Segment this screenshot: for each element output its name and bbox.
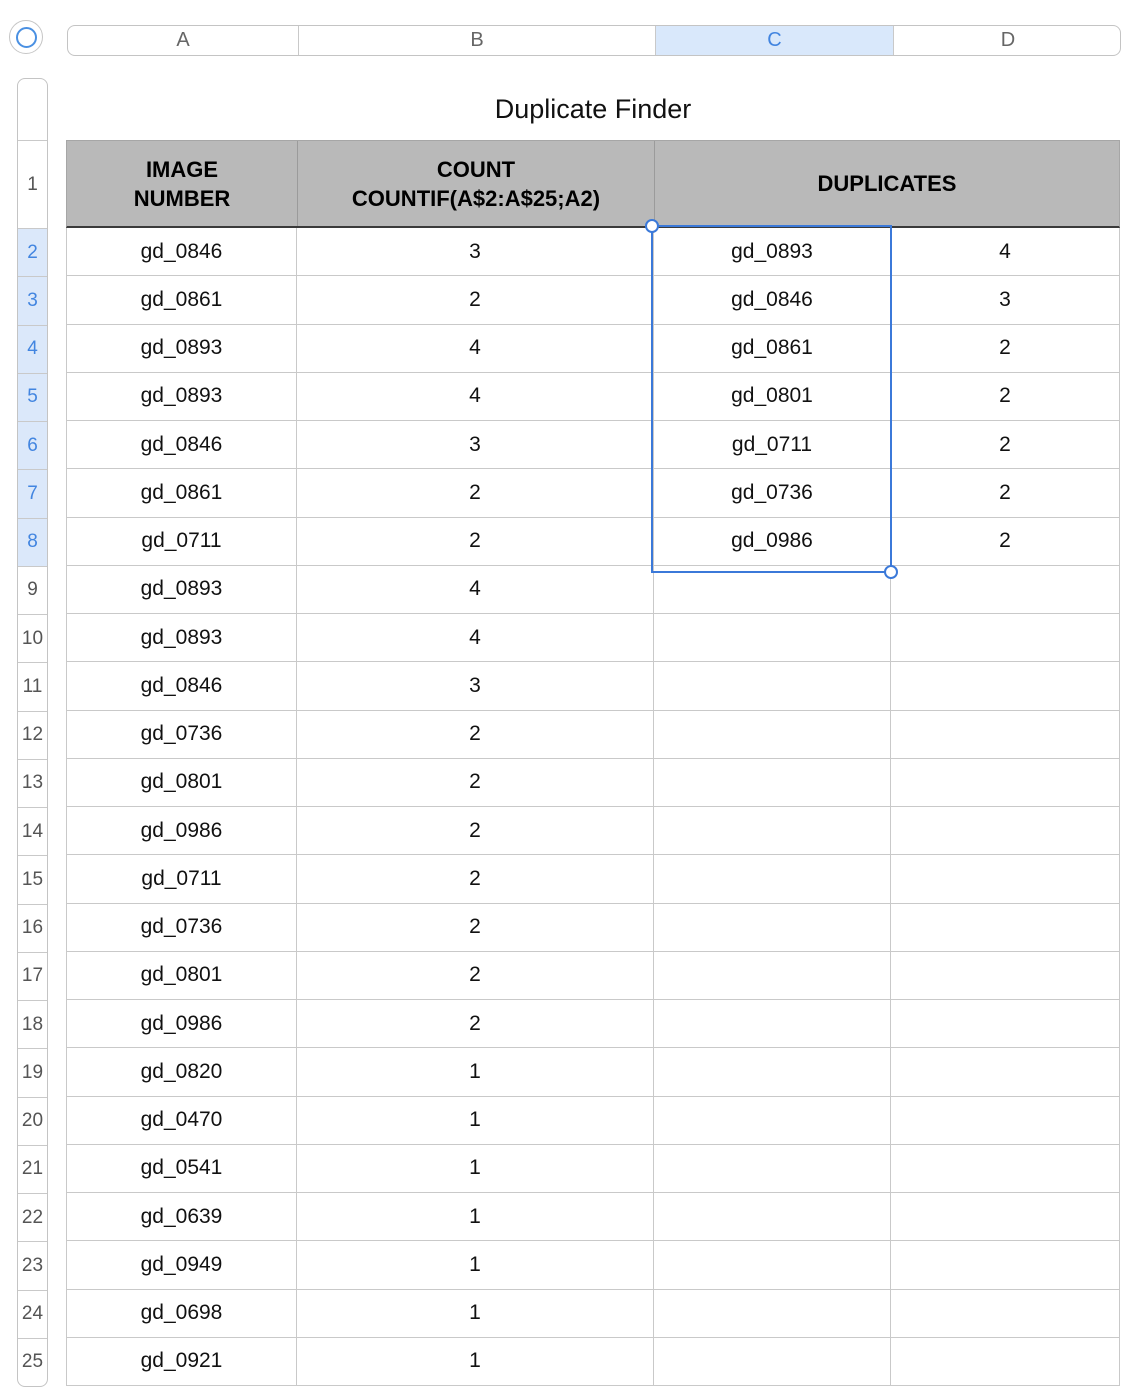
- cell-A12[interactable]: gd_0736: [67, 711, 297, 759]
- header-cell-duplicates[interactable]: [654, 141, 1119, 226]
- cell-A20[interactable]: gd_0470: [67, 1097, 297, 1145]
- row-header-4[interactable]: 4: [18, 325, 47, 373]
- cell-A5[interactable]: gd_0893: [67, 373, 297, 421]
- cell-A15[interactable]: gd_0711: [67, 855, 297, 903]
- cell-A19[interactable]: gd_0820: [67, 1048, 297, 1096]
- row-header-6[interactable]: 6: [18, 421, 47, 469]
- cell-D3[interactable]: 3: [891, 276, 1120, 324]
- row-header-3[interactable]: 3: [18, 276, 47, 324]
- cell-D18[interactable]: [891, 1000, 1120, 1048]
- column-header-d[interactable]: D: [893, 26, 1121, 55]
- cell-B25[interactable]: 1: [297, 1338, 654, 1386]
- cell-A7[interactable]: gd_0861: [67, 469, 297, 517]
- cell-D13[interactable]: [891, 759, 1120, 807]
- cell-C6[interactable]: gd_0711: [654, 421, 891, 469]
- row-header-10[interactable]: 10: [18, 614, 47, 662]
- row-header-23[interactable]: 23: [18, 1241, 47, 1289]
- selection-handle-bottom-right[interactable]: [884, 565, 898, 579]
- cell-B8[interactable]: 2: [297, 518, 654, 566]
- cell-B2[interactable]: 3: [297, 228, 654, 276]
- cell-C20[interactable]: [654, 1097, 891, 1145]
- row-header-24[interactable]: 24: [18, 1290, 47, 1338]
- header-label-line: DUPLICATES: [817, 171, 957, 196]
- row-header-19[interactable]: 19: [18, 1048, 47, 1096]
- cell-B9[interactable]: 4: [297, 566, 654, 614]
- row-header-14[interactable]: 14: [18, 807, 47, 855]
- cell-B18[interactable]: 2: [297, 1000, 654, 1048]
- cell-D21[interactable]: [891, 1145, 1120, 1193]
- column-header-a[interactable]: A: [176, 29, 190, 51]
- cell-C21[interactable]: [654, 1145, 891, 1193]
- cell-A4[interactable]: gd_0893: [67, 325, 297, 373]
- row-header-1[interactable]: 1: [18, 140, 47, 228]
- cell-B24[interactable]: 1: [297, 1290, 654, 1338]
- cell-B16[interactable]: 2: [297, 904, 654, 952]
- cell-C16[interactable]: [654, 904, 891, 952]
- row-header-20[interactable]: 20: [18, 1097, 47, 1145]
- cell-C7[interactable]: gd_0736: [654, 469, 891, 517]
- cell-D5[interactable]: 2: [891, 373, 1120, 421]
- header-cell-image-number[interactable]: [67, 141, 297, 226]
- cell-D8[interactable]: 2: [891, 518, 1120, 566]
- selection-handle-top-left[interactable]: [645, 219, 659, 233]
- header-label-line: COUNT: [436, 156, 516, 182]
- cell-D15[interactable]: [891, 855, 1120, 903]
- cell-A9[interactable]: gd_0893: [67, 566, 297, 614]
- cell-C19[interactable]: [654, 1048, 891, 1096]
- row-header-2[interactable]: 2: [18, 228, 47, 276]
- cell-A13[interactable]: gd_0801: [67, 759, 297, 807]
- cell-A3[interactable]: gd_0861: [67, 276, 297, 324]
- cell-C24[interactable]: [654, 1290, 891, 1338]
- cell-A25[interactable]: gd_0921: [67, 1338, 297, 1386]
- cell-C10[interactable]: [654, 614, 891, 662]
- cell-C13[interactable]: [654, 759, 891, 807]
- cell-A22[interactable]: gd_0639: [67, 1193, 297, 1241]
- row-header-15[interactable]: 15: [18, 855, 47, 903]
- cell-D23[interactable]: [891, 1241, 1120, 1289]
- cell-B13[interactable]: 2: [297, 759, 654, 807]
- row-header-5[interactable]: 5: [18, 373, 47, 421]
- table-header-row: [66, 140, 1120, 228]
- cell-C18[interactable]: [654, 1000, 891, 1048]
- cell-C25[interactable]: [654, 1338, 891, 1386]
- cell-A14[interactable]: gd_0986: [67, 807, 297, 855]
- cell-C4[interactable]: gd_0861: [654, 325, 891, 373]
- row-header-25[interactable]: 25: [18, 1338, 47, 1386]
- cell-B12[interactable]: 2: [297, 711, 654, 759]
- row-header-8[interactable]: 8: [18, 518, 47, 566]
- cell-D16[interactable]: [891, 904, 1120, 952]
- cell-C23[interactable]: [654, 1241, 891, 1289]
- cell-A16[interactable]: gd_0736: [67, 904, 297, 952]
- header-cell-count[interactable]: [297, 141, 654, 226]
- cell-C15[interactable]: [654, 855, 891, 903]
- cell-B23[interactable]: 1: [297, 1241, 654, 1289]
- row-header-spacer: [18, 79, 47, 140]
- row-header-13[interactable]: 13: [18, 759, 47, 807]
- cell-D4[interactable]: 2: [891, 325, 1120, 373]
- cell-D22[interactable]: [891, 1193, 1120, 1241]
- column-header-b[interactable]: B: [298, 26, 655, 55]
- table-title[interactable]: Duplicate Finder: [494, 93, 692, 124]
- cell-D14[interactable]: [891, 807, 1120, 855]
- cell-D17[interactable]: [891, 952, 1120, 1000]
- cell-D2[interactable]: 4: [891, 228, 1120, 276]
- cell-B7[interactable]: 2: [297, 469, 654, 517]
- row-header-11[interactable]: 11: [18, 662, 47, 710]
- cell-D20[interactable]: [891, 1097, 1120, 1145]
- row-header-21[interactable]: 21: [18, 1145, 47, 1193]
- cell-D24[interactable]: [891, 1290, 1120, 1338]
- cell-C2[interactable]: gd_0893: [654, 228, 891, 276]
- cell-D6[interactable]: 2: [891, 421, 1120, 469]
- cell-C22[interactable]: [654, 1193, 891, 1241]
- cell-B22[interactable]: 1: [297, 1193, 654, 1241]
- row-header-9[interactable]: 9: [18, 566, 47, 614]
- duplicate-finder-table: [66, 78, 1120, 1386]
- cell-D10[interactable]: [891, 614, 1120, 662]
- cell-B4[interactable]: 4: [297, 325, 654, 373]
- cell-A23[interactable]: gd_0949: [67, 1241, 297, 1289]
- cell-C5[interactable]: gd_0801: [654, 373, 891, 421]
- cell-B19[interactable]: 1: [297, 1048, 654, 1096]
- cell-B15[interactable]: 2: [297, 855, 654, 903]
- table-handle-ring-icon: [16, 27, 37, 48]
- cell-D11[interactable]: [891, 662, 1120, 710]
- cell-A21[interactable]: gd_0541: [67, 1145, 297, 1193]
- cell-C11[interactable]: [654, 662, 891, 710]
- cell-B10[interactable]: 4: [297, 614, 654, 662]
- header-label-line: IMAGE: [145, 156, 219, 182]
- row-header-12[interactable]: 12: [18, 711, 47, 759]
- row-header-7[interactable]: 7: [18, 469, 47, 517]
- cell-B21[interactable]: 1: [297, 1145, 654, 1193]
- cell-A8[interactable]: gd_0711: [67, 518, 297, 566]
- cell-C3[interactable]: gd_0846: [654, 276, 891, 324]
- cell-D19[interactable]: [891, 1048, 1120, 1096]
- cell-B17[interactable]: 2: [297, 952, 654, 1000]
- cell-A17[interactable]: gd_0801: [67, 952, 297, 1000]
- cell-C17[interactable]: [654, 952, 891, 1000]
- row-header-18[interactable]: 18: [18, 1000, 47, 1048]
- cell-B11[interactable]: 3: [297, 662, 654, 710]
- cell-D7[interactable]: 2: [891, 469, 1120, 517]
- selection-range-c2-c8: [651, 225, 892, 573]
- cell-C14[interactable]: [654, 807, 891, 855]
- row-header-22[interactable]: 22: [18, 1193, 47, 1241]
- row-header-bar: [17, 78, 48, 1387]
- cell-D12[interactable]: [891, 711, 1120, 759]
- cell-A11[interactable]: gd_0846: [67, 662, 297, 710]
- header-label-line: COUNTIF(A$2:A$25;A2): [351, 185, 601, 211]
- cell-A2[interactable]: gd_0846: [67, 228, 297, 276]
- cell-B6[interactable]: 3: [297, 421, 654, 469]
- column-header-c[interactable]: C: [655, 26, 893, 55]
- table-data-grid: [66, 228, 1120, 1386]
- row-header-16[interactable]: 16: [18, 904, 47, 952]
- cell-D25[interactable]: [891, 1338, 1120, 1386]
- cell-D9[interactable]: [891, 566, 1120, 614]
- cell-C12[interactable]: [654, 711, 891, 759]
- cell-B5[interactable]: 4: [297, 373, 654, 421]
- row-header-17[interactable]: 17: [18, 952, 47, 1000]
- cell-B3[interactable]: 2: [297, 276, 654, 324]
- column-header-bar: [67, 25, 1121, 56]
- cell-C8[interactable]: gd_0986: [654, 518, 891, 566]
- header-label-line: NUMBER: [133, 185, 231, 211]
- cell-A24[interactable]: gd_0698: [67, 1290, 297, 1338]
- table-select-handle[interactable]: [9, 20, 43, 54]
- cell-A18[interactable]: gd_0986: [67, 1000, 297, 1048]
- cell-A6[interactable]: gd_0846: [67, 421, 297, 469]
- cell-B14[interactable]: 2: [297, 807, 654, 855]
- cell-A10[interactable]: gd_0893: [67, 614, 297, 662]
- cell-B20[interactable]: 1: [297, 1097, 654, 1145]
